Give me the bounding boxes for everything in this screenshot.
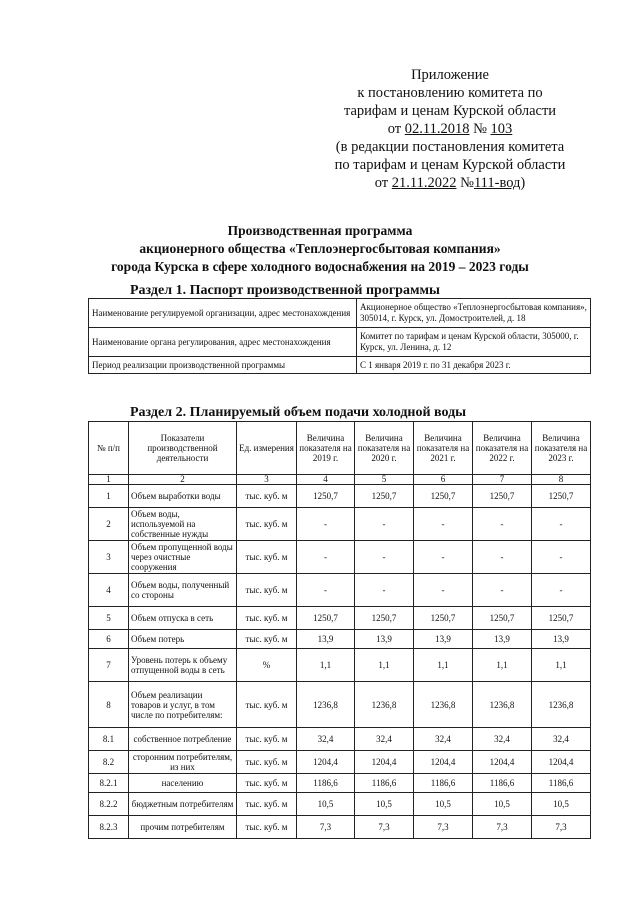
appendix-revision-line: [300, 174, 600, 192]
column-number: 4: [297, 475, 355, 485]
volume-table-body: [89, 485, 591, 839]
row-value: 1250,7: [414, 607, 473, 630]
row-value: 1250,7: [473, 485, 532, 508]
passport-value: С 1 января 2019 г. по 31 декабря 2023 г.: [357, 357, 591, 374]
row-value: -: [532, 508, 591, 541]
row-value: 1,1: [355, 649, 414, 682]
row-value: 1,1: [532, 649, 591, 682]
row-value: 10,5: [532, 793, 591, 816]
row-value: 32,4: [297, 728, 355, 751]
row-value: 1204,4: [355, 751, 414, 774]
row-value: 10,5: [297, 793, 355, 816]
row-value: 1186,6: [532, 774, 591, 793]
row-number: 8.1: [89, 728, 129, 751]
appendix-block: [300, 66, 600, 192]
table-row: [89, 816, 591, 839]
row-unit: тыс. куб. м: [237, 774, 297, 793]
row-number: 8.2: [89, 751, 129, 774]
row-indicator: сторонним потребителям, из них: [129, 751, 237, 774]
row-value: -: [355, 508, 414, 541]
table-row: [89, 793, 591, 816]
row-number: 4: [89, 574, 129, 607]
row-indicator: Объем пропущенной воды через очистные сооружения: [129, 541, 237, 574]
passport-value: Акционерное общество «Теплоэнергосбытовая компания», 305014, г. Курск, ул. Домостроителей, д. 18: [357, 299, 591, 328]
row-indicator: бюджетным потребителям: [129, 793, 237, 816]
table-row: [89, 357, 591, 374]
appendix-prefix: от: [387, 121, 402, 137]
column-number: 5: [355, 475, 414, 485]
row-number: 7: [89, 649, 129, 682]
row-value: 7,3: [473, 816, 532, 839]
row-value: -: [532, 574, 591, 607]
column-header: № п/п: [89, 422, 129, 475]
row-number: 6: [89, 630, 129, 649]
table-row: [89, 541, 591, 574]
row-value: 32,4: [355, 728, 414, 751]
row-value: 32,4: [473, 728, 532, 751]
row-indicator: Объем реализации товаров и услуг, в том числе по потребителям:: [129, 682, 237, 728]
appendix-line: (в редакции постановления комитета: [335, 139, 565, 155]
column-number: 7: [473, 475, 532, 485]
row-value: 1,1: [414, 649, 473, 682]
row-value: 1250,7: [297, 607, 355, 630]
revision-date: 21.11.2022: [391, 175, 457, 191]
row-value: -: [414, 541, 473, 574]
row-unit: тыс. куб. м: [237, 508, 297, 541]
row-value: 32,4: [414, 728, 473, 751]
row-indicator: прочим потребителям: [129, 816, 237, 839]
row-unit: тыс. куб. м: [237, 607, 297, 630]
row-value: 1236,8: [473, 682, 532, 728]
column-header: Величина показателя на 2021 г.: [414, 422, 473, 475]
row-unit: тыс. куб. м: [237, 541, 297, 574]
column-number: 6: [414, 475, 473, 485]
appendix-line: Приложение: [411, 67, 489, 83]
row-value: -: [297, 541, 355, 574]
row-value: 1204,4: [532, 751, 591, 774]
row-value: 7,3: [297, 816, 355, 839]
table-row: [89, 728, 591, 751]
row-value: -: [473, 541, 532, 574]
row-value: 1236,8: [532, 682, 591, 728]
document-title: [60, 222, 580, 276]
row-number: 5: [89, 607, 129, 630]
appendix-line: тарифам и ценам Курской области: [343, 103, 557, 119]
table-row: [89, 630, 591, 649]
appendix-line: к постановлению комитета по: [357, 85, 543, 101]
row-value: 1236,8: [414, 682, 473, 728]
row-value: 13,9: [473, 630, 532, 649]
row-value: 1186,6: [414, 774, 473, 793]
table-row: [89, 607, 591, 630]
row-value: 7,3: [355, 816, 414, 839]
row-value: 7,3: [414, 816, 473, 839]
passport-label: Наименование регулируемой организации, адрес местонахождения: [89, 299, 357, 328]
column-header: Ед. измерения: [237, 422, 297, 475]
row-value: 1250,7: [532, 485, 591, 508]
row-number: 3: [89, 541, 129, 574]
row-indicator: Объем отпуска в сеть: [129, 607, 237, 630]
row-value: 7,3: [532, 816, 591, 839]
row-value: 1236,8: [355, 682, 414, 728]
row-value: -: [355, 541, 414, 574]
row-unit: тыс. куб. м: [237, 574, 297, 607]
row-value: -: [297, 574, 355, 607]
row-value: 1250,7: [355, 607, 414, 630]
table-row: [89, 574, 591, 607]
column-number: 1: [89, 475, 129, 485]
row-value: 1204,4: [297, 751, 355, 774]
table-row: [89, 299, 591, 328]
title-line: Производственная программа: [227, 223, 413, 238]
decree-no-sign: №: [473, 121, 487, 137]
row-unit: тыс. куб. м: [237, 816, 297, 839]
row-value: 10,5: [414, 793, 473, 816]
row-value: 1186,6: [297, 774, 355, 793]
appendix-decree-line: [300, 120, 600, 138]
column-header: Величина показателя на 2023 г.: [532, 422, 591, 475]
passport-label: Период реализации производственной программы: [89, 357, 357, 374]
decree-number: 103: [490, 121, 513, 137]
revision-suffix: ): [520, 175, 526, 191]
row-number: 1: [89, 485, 129, 508]
row-value: 1,1: [473, 649, 532, 682]
row-number: 8.2.3: [89, 816, 129, 839]
row-indicator: Уровень потерь к объему отпущенной воды в сеть: [129, 649, 237, 682]
row-value: 1250,7: [355, 485, 414, 508]
row-value: 1186,6: [473, 774, 532, 793]
row-value: 1186,6: [355, 774, 414, 793]
section2-heading: Раздел 2. Планируемый объем подачи холодной воды: [130, 405, 467, 420]
table-row: [89, 751, 591, 774]
row-value: 1250,7: [532, 607, 591, 630]
column-header: Величина показателя на 2022 г.: [473, 422, 532, 475]
row-value: 10,5: [473, 793, 532, 816]
header-row: [89, 422, 591, 475]
title-line: города Курска в сфере холодного водоснабжения на 2019 – 2023 годы: [111, 259, 529, 274]
title-line: акционерного общества «Теплоэнергосбытовая компания»: [139, 241, 501, 256]
row-unit: тыс. куб. м: [237, 485, 297, 508]
row-value: 32,4: [532, 728, 591, 751]
table-row: [89, 774, 591, 793]
row-value: 13,9: [355, 630, 414, 649]
passport-table: [88, 298, 591, 374]
row-unit: тыс. куб. м: [237, 728, 297, 751]
table-row: [89, 328, 591, 357]
row-value: 1236,8: [297, 682, 355, 728]
appendix-line: по тарифам и ценам Курской области: [334, 157, 566, 173]
row-value: 1250,7: [473, 607, 532, 630]
row-number: 8.2.1: [89, 774, 129, 793]
passport-value: Комитет по тарифам и ценам Курской области, 305000, г. Курск, ул. Ленина, д. 12: [357, 328, 591, 357]
row-value: -: [414, 574, 473, 607]
row-unit: %: [237, 649, 297, 682]
column-number: 8: [532, 475, 591, 485]
row-number: 8: [89, 682, 129, 728]
decree-date: 02.11.2018: [404, 121, 470, 137]
row-unit: тыс. куб. м: [237, 630, 297, 649]
table-row: [89, 508, 591, 541]
column-header: Показатели производственной деятельности: [129, 422, 237, 475]
row-unit: тыс. куб. м: [237, 751, 297, 774]
row-indicator: Объем воды, полученный со стороны: [129, 574, 237, 607]
row-number: 8.2.2: [89, 793, 129, 816]
appendix-prefix: от: [374, 175, 389, 191]
row-value: 1250,7: [414, 485, 473, 508]
passport-label: Наименование органа регулирования, адрес местонахождения: [89, 328, 357, 357]
row-value: -: [355, 574, 414, 607]
row-unit: тыс. куб. м: [237, 793, 297, 816]
column-number-row: [89, 475, 591, 485]
table-row: [89, 485, 591, 508]
column-number: 3: [237, 475, 297, 485]
row-value: 1250,7: [297, 485, 355, 508]
table-row: [89, 682, 591, 728]
row-value: -: [473, 508, 532, 541]
row-indicator: Объем воды, используемой на собственные нужды: [129, 508, 237, 541]
row-value: 13,9: [297, 630, 355, 649]
row-indicator: Объем потерь: [129, 630, 237, 649]
row-unit: тыс. куб. м: [237, 682, 297, 728]
row-value: 1204,4: [414, 751, 473, 774]
column-number: 2: [129, 475, 237, 485]
row-value: -: [473, 574, 532, 607]
volume-table: [88, 421, 591, 839]
row-number: 2: [89, 508, 129, 541]
row-indicator: собственное потребление: [129, 728, 237, 751]
row-value: 10,5: [355, 793, 414, 816]
column-header: Величина показателя на 2020 г.: [355, 422, 414, 475]
row-indicator: населению: [129, 774, 237, 793]
row-value: -: [532, 541, 591, 574]
column-header: Величина показателя на 2019 г.: [297, 422, 355, 475]
row-value: 13,9: [532, 630, 591, 649]
row-value: -: [414, 508, 473, 541]
row-value: 1204,4: [473, 751, 532, 774]
revision-no-sign: №: [460, 175, 474, 191]
row-value: -: [297, 508, 355, 541]
row-value: 13,9: [414, 630, 473, 649]
section1-heading: Раздел 1. Паспорт производственной программы: [130, 283, 440, 298]
table-row: [89, 649, 591, 682]
row-value: 1,1: [297, 649, 355, 682]
revision-number: 111-вод: [473, 175, 521, 191]
row-indicator: Объем выработки воды: [129, 485, 237, 508]
